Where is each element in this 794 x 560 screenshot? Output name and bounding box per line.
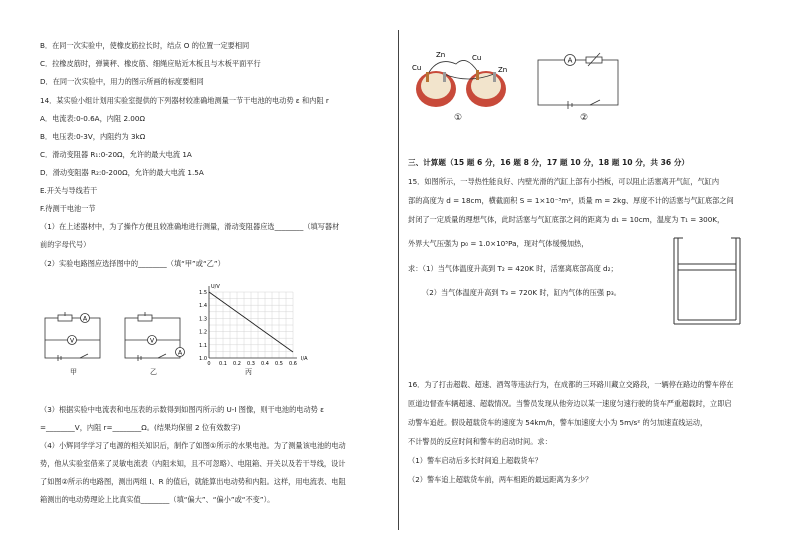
option-b: B．在同一次实验中，使橡皮筋拉长时，结点 O 的位置一定要相同	[40, 41, 250, 50]
part-3-cont: =________V，内阻 r=________Ω。(结果均保留 2 位有效数字)	[40, 423, 241, 432]
q15-line4: 外界大气压强为 p₀ = 1.0×10⁵Pa，现对气体缓慢加热，	[408, 239, 589, 248]
part-4-cont3: 箱测出的电动势理论上比真实值________（填“偏大”、“偏小”或“不变”）。	[40, 495, 275, 504]
part-1-cont: 前的字母代号）	[40, 240, 91, 249]
x-tick: 0.4	[261, 361, 269, 367]
q15-line3: 封闭了一定质量的理想气体，此时活塞与气缸底部之间的距离为 d₁ = 10cm，温度为 T₁ = 300K，	[408, 215, 725, 224]
q15-line1: 15．如图所示，一导热性能良好、内壁光滑的汽缸上部有小挡板，可以阻止活塞离开气缸，气缸内	[408, 177, 720, 186]
x-tick: 0.6	[289, 361, 297, 367]
svg-text:A: A	[177, 349, 183, 357]
y-tick: 1.5	[199, 290, 207, 296]
voltmeter-label: V	[69, 337, 75, 345]
q16-line6: （2）警车追上超载货车前，两车相距的最远距离为多少？	[408, 475, 593, 484]
q15-line5: 求：（1）当气体温度升高到 T₂ = 420K 时，活塞离底部高度 d₂；	[408, 264, 618, 273]
y-tick: 1.0	[199, 356, 207, 362]
item-f: F.待测干电池一节	[40, 204, 96, 213]
ui-graph	[195, 282, 308, 370]
svg-text:Zn: Zn	[498, 66, 508, 74]
q16-line1: 16．为了打击超载、超速、酒驾等违法行为，在成都的三环路川藏立交路段，一辆停在路边的警车停在	[408, 380, 734, 389]
ammeter-label: A	[82, 315, 88, 323]
svg-text:V: V	[149, 337, 155, 345]
q15-line6: （2）当气体温度升高到 T₃ = 720K 时，缸内气体的压强 p₃。	[422, 288, 621, 297]
y-tick: 1.2	[199, 329, 207, 336]
svg-text:A: A	[567, 56, 573, 65]
y-tick: 1.1	[199, 342, 207, 349]
x-tick: 0.1	[219, 361, 227, 367]
question-14: 14．某实验小组计划用实验室提供的下列器材较准确地测量一节干电池的电动势 ε 和内阻 r	[40, 96, 329, 105]
column-divider	[398, 30, 399, 530]
circuit-yi	[120, 312, 190, 362]
q16-line3: 动警车追赶。假设超载货车的速度为 54km/h，警车加速度大小为 5m/s² 的匀加速直线运动，	[408, 418, 708, 427]
x-tick: 0.5	[275, 361, 283, 367]
section-title: 三、计算题（15 题 6 分，16 题 8 分，17 题 10 分，18 题 10 分，共 36 分）	[408, 158, 690, 167]
svg-text:Cu: Cu	[472, 54, 482, 62]
x-axis-label: I/A	[301, 356, 308, 362]
circuit-jia	[40, 312, 110, 362]
x-tick: 0.3	[247, 361, 255, 367]
item-d: D．滑动变阻器 R₂:0-200Ω，允许的最大电流 1.5A	[40, 168, 204, 177]
svg-text:Zn: Zn	[436, 51, 446, 59]
item-a: A．电流表:0-0.6A，内阻 2.00Ω	[40, 114, 145, 123]
caption-2: ②	[580, 113, 589, 123]
label-bing: 丙	[245, 368, 252, 376]
part-4-cont2: 了如图②所示的电路图，测出两组 I、R 的值后，就能算出电动势和内阻。这样，用电流表、电阻	[40, 477, 346, 486]
y-axis-label: U/V	[211, 284, 220, 290]
q16-line5: （1）警车启动后多长时间追上超载货车？	[408, 456, 542, 465]
circuit-2-figure	[530, 50, 625, 110]
q16-line4: 不计警员的反应时间和警车的启动时间。求：	[408, 437, 552, 446]
part-4: （4）小辉同学学习了电源的相关知识后，制作了如图①所示的水果电池。为了测量该电池的电动	[40, 441, 346, 450]
label-jia: 甲	[70, 368, 77, 376]
x-tick: 0.2	[233, 361, 241, 367]
part-3: （3）根据实验中电流表和电压表的示数得到如图丙所示的 U-I 图像，则干电池的电动势 ε	[40, 405, 325, 414]
y-tick: 1.4	[199, 303, 207, 310]
caption-1: ①	[454, 113, 463, 123]
option-d: D．在同一次实验中，用力的图示所画的标度要相同	[40, 77, 204, 86]
cylinder-figure	[670, 234, 745, 328]
y-tick: 1.3	[199, 316, 207, 323]
item-c: C．滑动变阻器 R₁:0-20Ω，允许的最大电流 1A	[40, 150, 192, 159]
part-4-cont1: 势，他从实验室借来了灵敏电流表（内阻未知，且不可忽略）、电阻箱、开关以及若干导线，设计	[40, 459, 346, 468]
label-yi: 乙	[150, 368, 157, 376]
option-c: C．拉橡皮筋时，弹簧秤、橡皮筋、细绳应贴近木板且与木板平面平行	[40, 59, 261, 68]
item-b: B．电压表:0-3V，内阻约为 3kΩ	[40, 132, 146, 141]
part-1: （1）在上述器材中，为了操作方便且较准确地进行测量，滑动变阻器应选________（填写器材	[40, 222, 340, 231]
q15-line2: 部的高度为 d = 18cm，横截面积 S = 1×10⁻³m²，质量 m = 2kg、厚度不计的活塞与气缸底部之间	[408, 196, 734, 205]
fruit-battery-figure	[408, 44, 513, 114]
part-2: （2）实验电路图应选择图中的________（填“甲”或“乙”）	[40, 259, 225, 268]
x-tick: 0	[207, 361, 211, 367]
item-e: E.开关与导线若干	[40, 186, 98, 195]
svg-text:Cu: Cu	[412, 64, 422, 72]
q16-line2: 匝道边督查车辆超速、超载情况。当警员发现从他旁边以某一速度匀速行驶的货车严重超载时，立即启	[408, 399, 732, 408]
